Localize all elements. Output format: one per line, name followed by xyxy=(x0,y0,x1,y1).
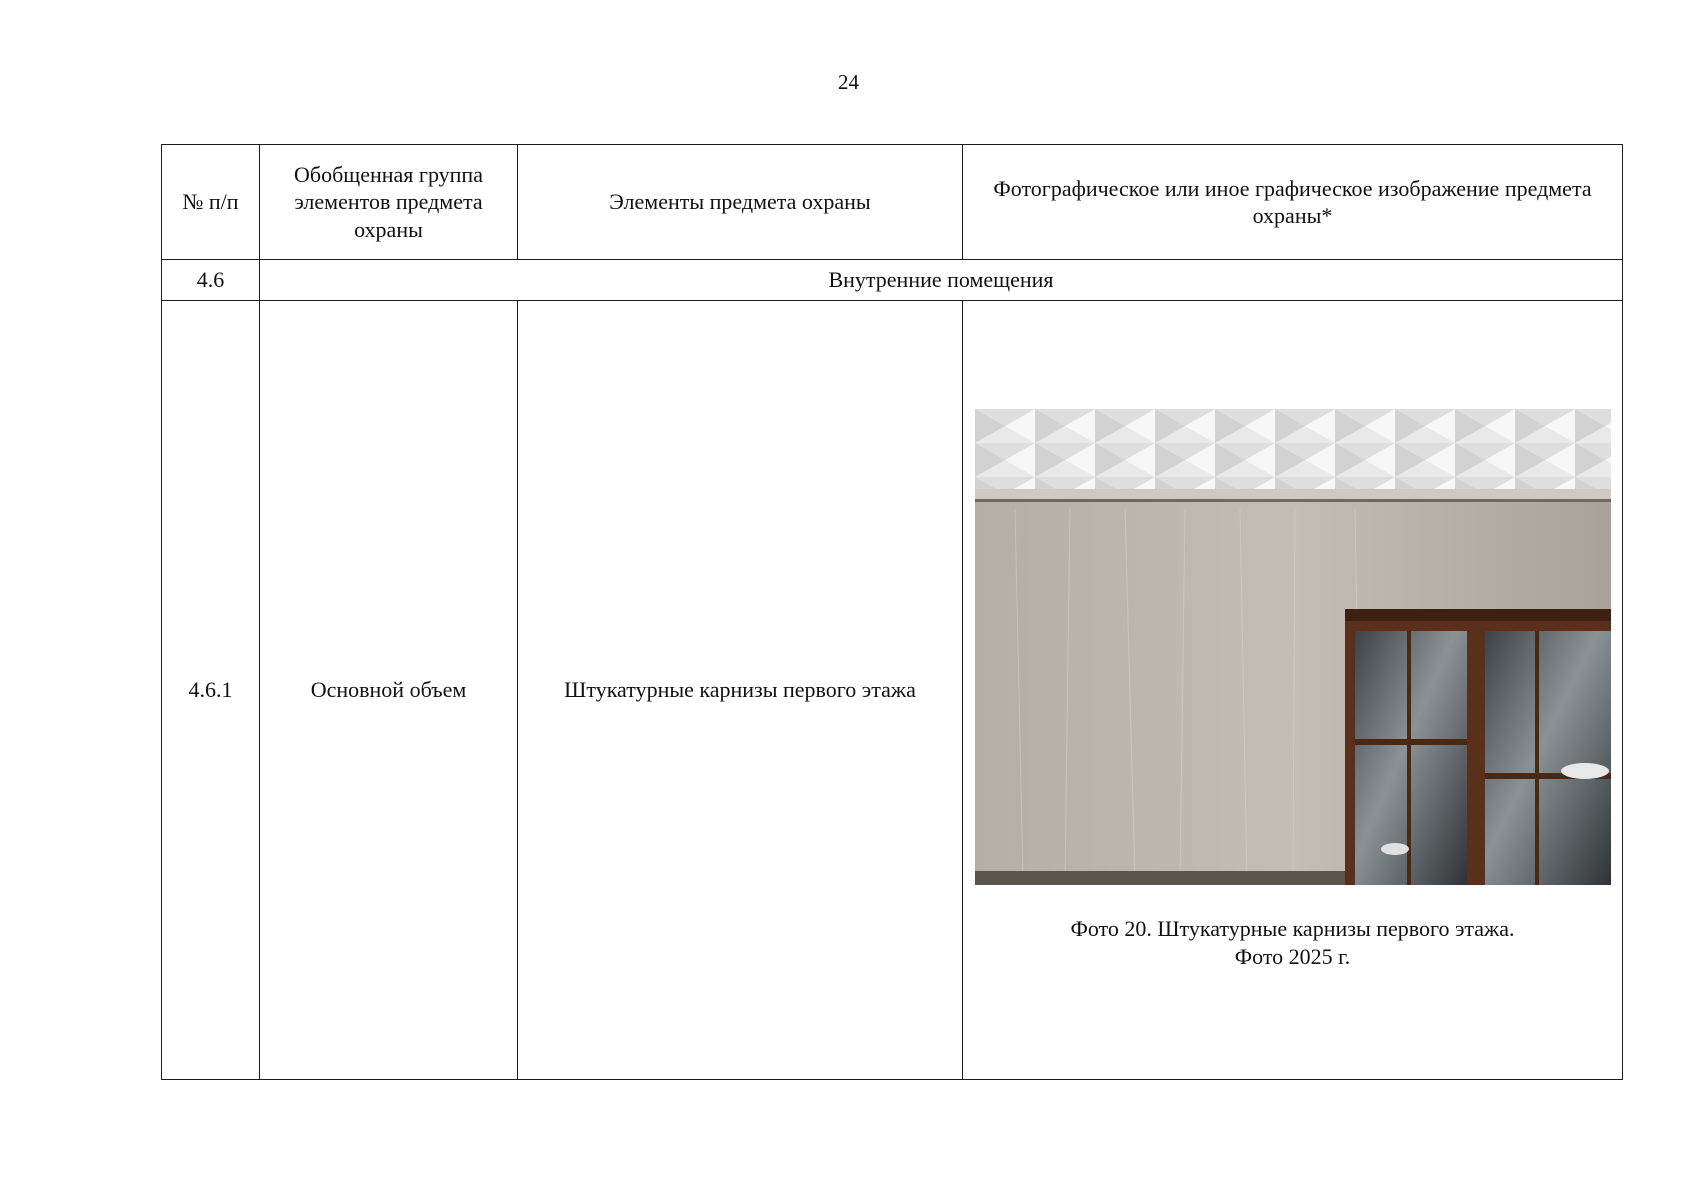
photo-caption-line1: Фото 20. Штукатурные карнизы первого этажа. xyxy=(1070,915,1515,941)
row-group: Основной объем xyxy=(260,301,518,1080)
protection-table xyxy=(161,144,1623,1080)
header-elements: Элементы предмета охраны xyxy=(518,145,963,260)
table-header-row xyxy=(162,145,1623,260)
interior-photo xyxy=(975,409,1611,885)
photo-caption xyxy=(973,915,1612,971)
section-number: 4.6 xyxy=(162,260,260,301)
row-number: 4.6.1 xyxy=(162,301,260,1080)
row-element: Штукатурные карнизы первого этажа xyxy=(518,301,963,1080)
header-number: № п/п xyxy=(162,145,260,260)
photo-caption-line2: Фото 2025 г. xyxy=(1234,944,1351,969)
header-photo: Фотографическое или иное графическое изображение предмета охраны* xyxy=(963,145,1623,260)
table-row xyxy=(162,301,1623,1080)
photo-cell xyxy=(963,301,1623,1080)
section-title: Внутренние помещения xyxy=(260,260,1623,301)
glass-cabinet xyxy=(1345,609,1611,885)
ceiling-tiles xyxy=(975,409,1611,493)
page-number: 24 xyxy=(838,70,859,94)
header-group: Обобщенная группа элементов предмета охраны xyxy=(260,145,518,260)
section-row xyxy=(162,260,1623,301)
